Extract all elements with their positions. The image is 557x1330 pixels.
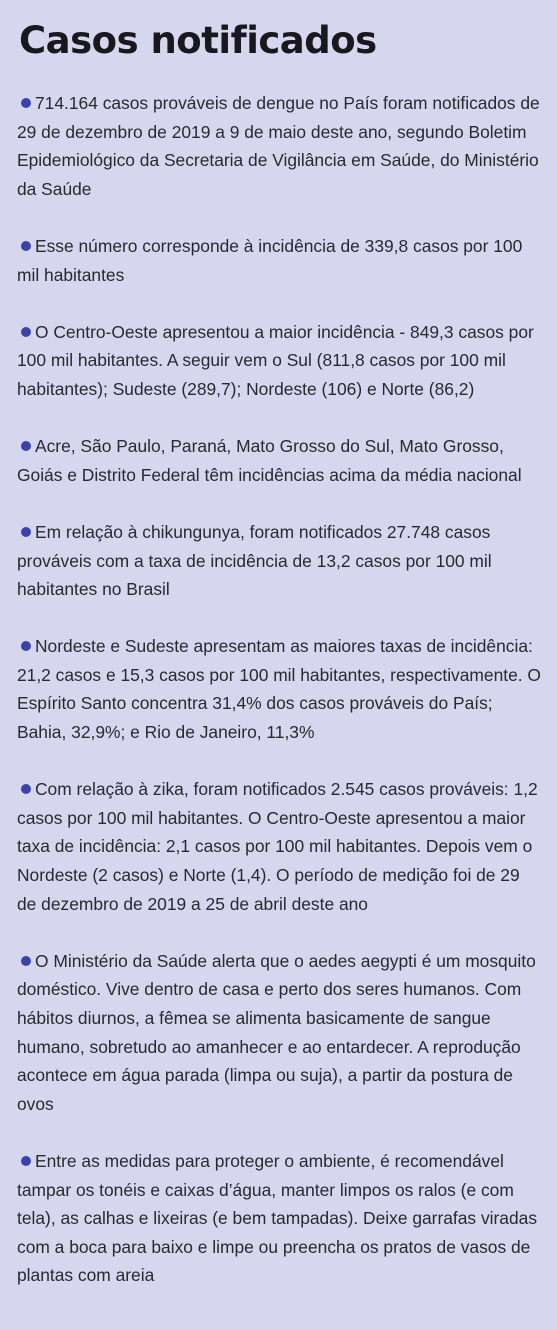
list-item-text: Entre as medidas para proteger o ambiente, é recomendável tampar os tonéis e caixas d’água, manter limpos os ralos (e com tela), as calhas e lixeiras (e bem tampadas). Deixe garrafas viradas com a boca para baixo e limpe ou preencha os pratos de vasos de plantas com areia	[17, 1150, 538, 1286]
bullet-icon	[21, 327, 31, 337]
list-item-text: 714.164 casos prováveis de dengue no País foram notificados de 29 de dezembro de 2019 a 9 de maio deste ano, segundo Boletim Epidemiológico da Secretaria de Vigilância em Saúde, do Ministério da Saúde	[17, 93, 540, 199]
list-item	[17, 89, 541, 203]
list-item-text: Acre, São Paulo, Paraná, Mato Grosso do Sul, Mato Grosso, Goiás e Distrito Federal têm incidências acima da média nacional	[17, 436, 522, 485]
list-item	[17, 432, 541, 489]
bullet-icon	[21, 784, 31, 794]
bullet-icon	[21, 98, 31, 108]
bullet-icon	[21, 1156, 31, 1166]
bullet-list	[17, 89, 541, 1290]
bullet-icon	[21, 641, 31, 651]
bullet-icon	[21, 241, 31, 251]
list-item-text: Com relação à zika, foram notificados 2.545 casos prováveis: 1,2 casos por 100 mil habitantes. O Centro-Oeste apresentou a maior taxa de incidência: 2,1 casos por 100 mil habitantes. Depois vem o Nordeste (2 casos) e Norte (1,4). O período de medição foi de 29 de dezembro de 2019 a 25 de abril deste ano	[17, 779, 538, 914]
list-item	[17, 232, 541, 289]
list-item	[17, 775, 541, 918]
list-item	[17, 318, 541, 404]
bullet-icon	[21, 527, 31, 537]
list-item-text: Em relação à chikungunya, foram notificados 27.748 casos prováveis com a taxa de incidência de 13,2 casos por 100 mil habitantes no Brasil	[17, 521, 492, 600]
list-item	[17, 518, 541, 604]
list-item	[17, 947, 541, 1119]
bullet-icon	[21, 956, 31, 966]
panel-title: Casos notificados	[19, 19, 377, 62]
list-item	[17, 632, 541, 746]
list-item-text: O Ministério da Saúde alerta que o aedes aegypti é um mosquito doméstico. Vive dentro de casa e perto dos seres humanos. Com hábitos diurnos, a fêmea se alimenta basicamente de sangue humano, sobretudo ao amanhecer e ao entardecer. A reprodução acontece em água parada (limpa ou suja), a partir da postura de ovos	[17, 950, 536, 1114]
list-item-text: O Centro-Oeste apresentou a maior incidência - 849,3 casos por 100 mil habitantes. A seguir vem o Sul (811,8 casos por 100 mil habitantes); Sudeste (289,7); Nordeste (106) e Norte (86,2)	[17, 321, 534, 399]
list-item-text: Nordeste e Sudeste apresentam as maiores taxas de incidência: 21,2 casos e 15,3 casos por 100 mil habitantes, respectivamente. O Espírito Santo concentra 31,4% dos casos prováveis do País; Bahia, 32,9%; e Rio de Janeiro, 11,3%	[17, 636, 541, 743]
list-item	[17, 1147, 541, 1290]
bullet-icon	[21, 441, 31, 451]
list-item-text: Esse número corresponde à incidência de 339,8 casos por 100 mil habitantes	[17, 235, 523, 285]
